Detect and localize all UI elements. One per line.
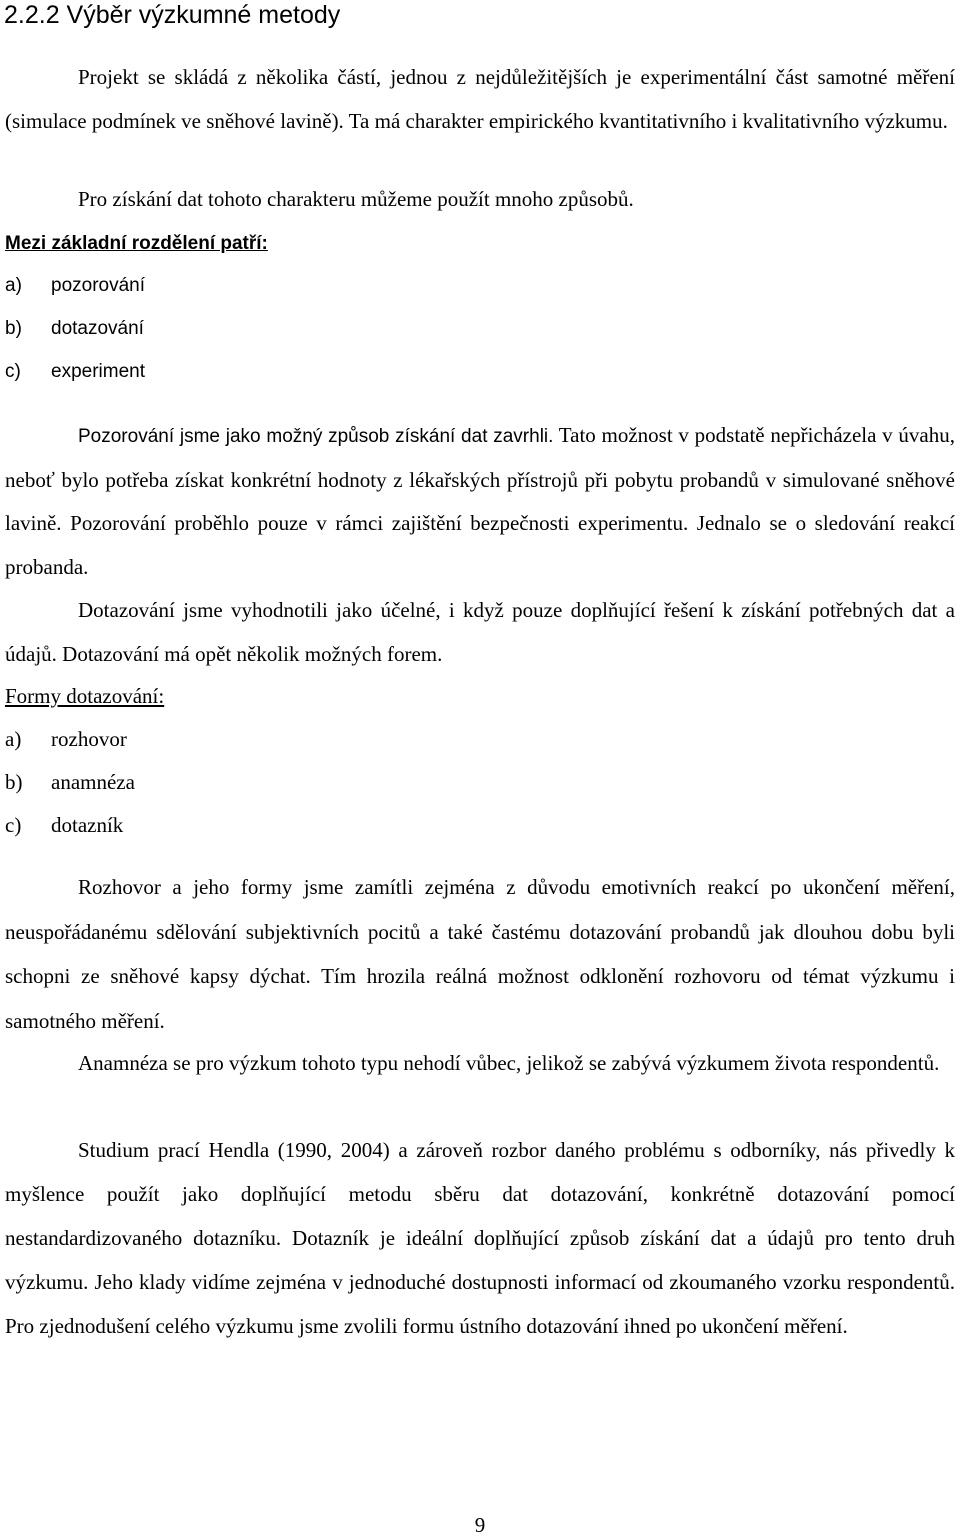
list-item	[5, 264, 145, 307]
observation-body-text: Tato možnost v podstatě nepřicházela v úvahu, neboť bylo potřeba získat konkrétní hodnoty z lékařských přístrojů při pobytu probandů v simulované sněhové lavině. Pozorování proběhlo pouze v rámci zajištění bezpečnosti experimentu. Jednalo se o sledování reakcí probanda.	[5, 423, 955, 579]
questioning-forms-list	[5, 718, 135, 847]
list-marker: b)	[5, 318, 22, 339]
observation-paragraph	[5, 414, 955, 589]
list-marker: a)	[5, 727, 22, 751]
intro-paragraph: Projekt se skládá z několika částí, jednou z nejdůležitějších je experimentální část samotné měření (simulace podmínek ve sněhové lavině). Ta má charakter empirického kvantitativního i kvalitativního výzkumu.	[5, 65, 955, 133]
list-marker: c)	[5, 813, 22, 837]
list-item	[5, 307, 145, 350]
list-title-basic-division: Mezi základní rozdělení patří:	[5, 233, 268, 254]
section-heading: 2.2.2 Výběr výzkumné metody	[4, 1, 341, 29]
interview-paragraph: Rozhovor a jeho formy jsme zamítli zejména z důvodu emotivních reakcí po ukončení měření, neuspořádanému sdělování subjektivních pocitů a také častému dotazování probandů jak dlouhou dobu byli schopni ze sněhové kapsy dýchat. Tím hrozila reálná možnost odklonění rozhovoru od témat výzkumu i samotného měření.	[5, 875, 955, 1033]
list-item-label: rozhovor	[51, 727, 127, 751]
list-item-label: dotazování	[51, 318, 144, 339]
list-item-label: experiment	[51, 361, 145, 382]
list-marker: b)	[5, 770, 23, 794]
methods-paragraph: Pro získání dat tohoto charakteru můžeme použít mnoho způsobů.	[78, 187, 634, 211]
list-item-label: anamnéza	[51, 770, 135, 794]
list-item	[5, 718, 135, 761]
list-marker: a)	[5, 275, 22, 296]
list-item	[5, 350, 145, 393]
list-item	[5, 804, 135, 847]
anamnesis-paragraph: Anamnéza se pro výzkum tohoto typu nehodí vůbec, jelikož se zabývá výzkumem života respondentů.	[78, 1051, 940, 1075]
list-item	[5, 761, 135, 804]
list-item-label: pozorování	[51, 275, 146, 296]
method-list	[5, 264, 145, 393]
list-marker: c)	[5, 361, 21, 382]
list-title-questioning-forms: Formy dotazování:	[5, 684, 165, 708]
page-number: 9	[474, 1513, 486, 1537]
questionnaire-paragraph: Studium prací Hendla (1990, 2004) a zároveň rozbor daného problému s odborníky, nás přivedly k myšlence použít jako doplňující metodu sběru dat dotazování, konkrétně dotazování pomocí nestandardizovaného dotazníku. Dotazník je ideální doplňující způsob získání dat a údajů pro tento druh výzkumu. Jeho klady vidíme zejména v jednoduché dostupnosti informací od zkoumaného vzorku respondentů. Pro zjednodušení celého výzkumu jsme zvolili formu ústního dotazování ihned po ukončení měření.	[5, 1138, 955, 1338]
list-item-label: dotazník	[51, 813, 124, 837]
observation-lead-text: Pozorování jsme jako možný způsob získání dat zavrhli.	[78, 426, 554, 447]
questioning-paragraph: Dotazování jsme vyhodnotili jako účelné, i když pouze doplňující řešení k získání potřebných dat a údajů. Dotazování má opět několik možných forem.	[5, 598, 955, 666]
